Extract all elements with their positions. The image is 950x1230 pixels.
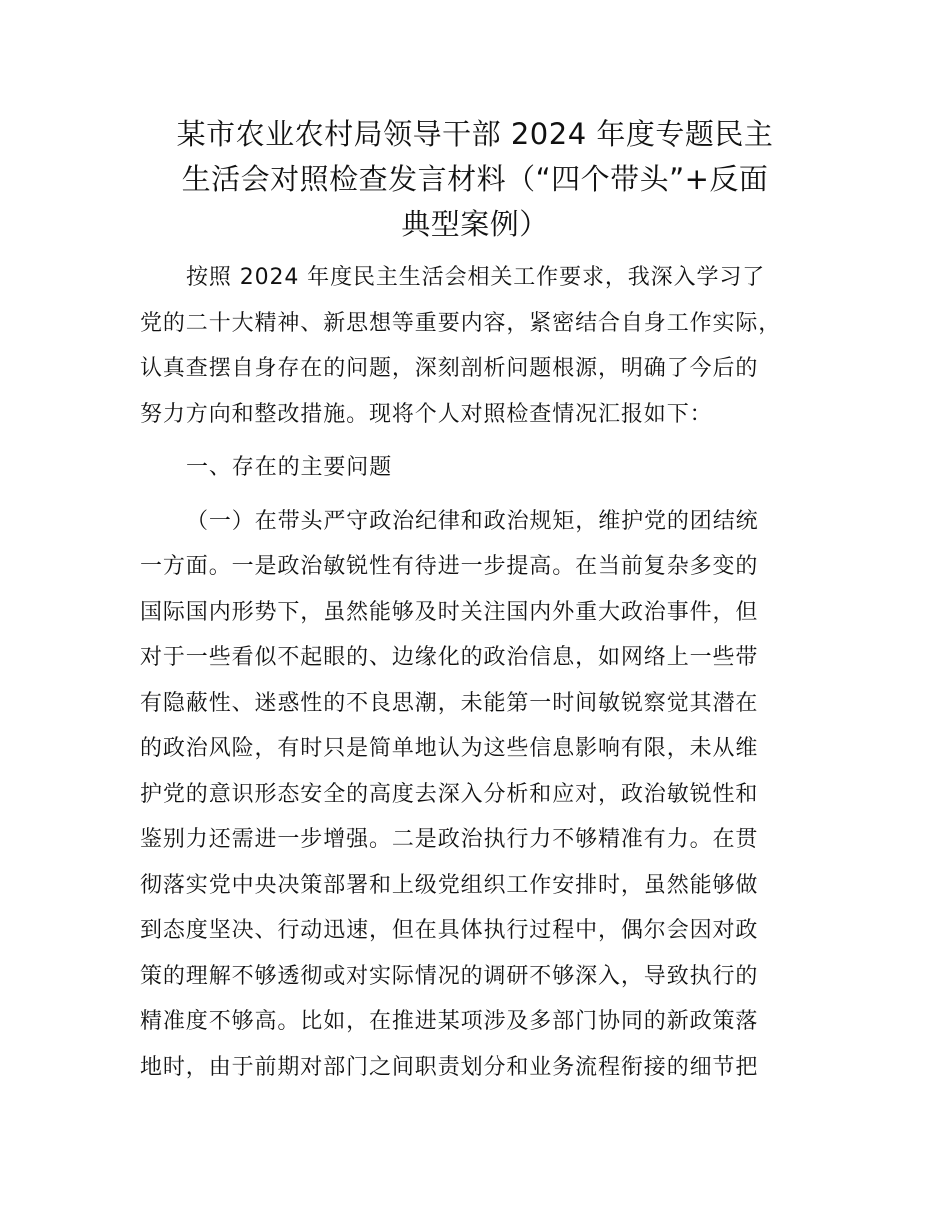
title-line: 某市农业农村局领导干部 2024 年度专题民主 (176, 117, 774, 151)
paragraph-line: 党的二十大精神、新思想等重要内容，紧密结合自身工作实际， (140, 310, 782, 336)
section-paragraph (140, 499, 840, 1091)
paragraph-line: 到态度坚决、行动迅速，但在具体执行过程中，偶尔会因对政 (140, 918, 759, 943)
paragraph-line: 有隐蔽性、迷惑性的不良思潮，未能第一时间敏锐察觉其潜在 (140, 690, 759, 716)
paragraph-line: 对于一些看似不起眼的、边缘化的政治信息，如网络上一些带 (140, 645, 759, 670)
paragraph-line: （一）在带头严守政治纪律和政治规矩，维护党的团结统 (186, 508, 759, 534)
section-heading: 一、存在的主要问题 (186, 455, 393, 480)
section-heading-block (140, 445, 840, 491)
paragraph-line: 国际国内形势下，虽然能够及时关注国内外重大政治事件，但 (140, 599, 759, 625)
paragraph-line: 按照 2024 年度民主生活会相关工作要求，我深入学习了 (186, 265, 766, 290)
document-body (140, 255, 840, 1090)
paragraph-line: 护党的意识形态安全的高度去深入分析和应对，政治敏锐性和 (140, 781, 759, 807)
paragraph-line: 的政治风险，有时只是简单地认为这些信息影响有限，未从维 (140, 736, 759, 761)
paragraph-line: 精准度不够高。比如，在推进某项涉及多部门协同的新政策落 (140, 1009, 759, 1034)
title-line: 典型案例） (401, 207, 549, 241)
document-title (120, 112, 830, 247)
paragraph-line: 彻落实党中央决策部署和上级党组织工作安排时，虽然能够做 (140, 872, 759, 898)
paragraph-line: 策的理解不够透彻或对实际情况的调研不够深入，导致执行的 (140, 963, 759, 989)
paragraph-line: 鉴别力还需进一步增强。二是政治执行力不够精准有力。在贯 (140, 827, 759, 852)
paragraph-line: 地时，由于前期对部门之间职责划分和业务流程衔接的细节把 (140, 1054, 759, 1080)
paragraph-line: 努力方向和整改措施。现将个人对照检查情况汇报如下： (140, 401, 713, 427)
title-line: 生活会对照检查发言材料（“四个带头”+反面 (181, 162, 769, 196)
paragraph-line: 一方面。一是政治敏锐性有待进一步提高。在当前复杂多变的 (140, 554, 759, 579)
intro-paragraph (140, 255, 840, 437)
paragraph-line: 认真查摆自身存在的问题，深刻剖析问题根源，明确了今后的 (140, 356, 759, 381)
